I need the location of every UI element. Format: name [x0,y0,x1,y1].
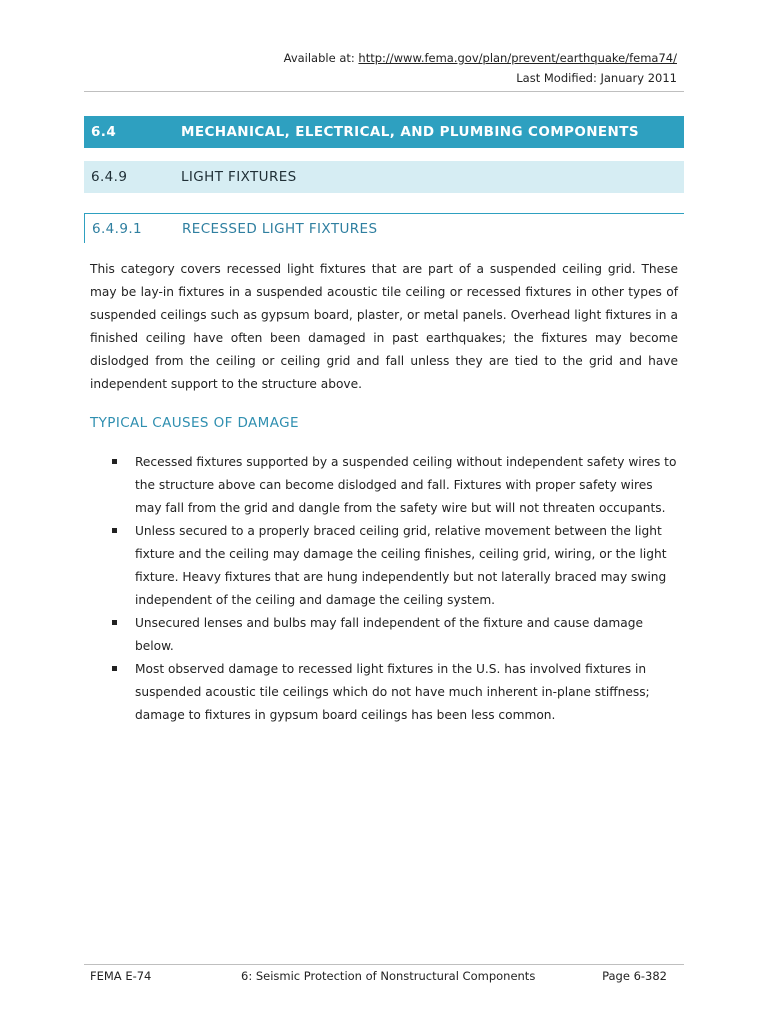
list-item [90,451,678,520]
subsection-number: 6.4.9 [91,169,128,185]
subsubsection-number: 6.4.9.1 [92,220,143,237]
list-item-text: Unless secured to a properly braced ceiling grid, relative movement between the light fixture and the ceiling may damage the ceiling finishes, ceiling grid, wiring, or the light fixture. Heavy fixtures that are hung independently but not laterally braced may swing independent of the ceiling and damage the ceiling system. [135,524,667,607]
last-modified-text: Last Modified: January 2011 [516,71,677,85]
section-heading-6-4 [84,116,684,148]
section-heading-6-4-9-1 [84,213,684,243]
damage-causes-heading: TYPICAL CAUSES OF DAMAGE [90,415,299,431]
footer-chapter-title: 6: Seismic Protection of Nonstructural Components [241,969,536,983]
section-number: 6.4 [91,124,117,140]
list-item [90,612,678,658]
subsubsection-title: RECESSED LIGHT FIXTURES [182,220,378,237]
bullet-icon [112,620,117,625]
section-heading-6-4-9 [84,161,684,193]
list-item-text: Recessed fixtures supported by a suspended ceiling without independent safety wires to the structure above can become dislodged and fall. Fixtures with proper safety wires may fall from the grid and dangle from the safety wire but will not threaten occupants. [135,455,677,515]
footer-page-number: Page 6-382 [602,969,667,983]
list-item [90,520,678,612]
header-available-at [284,51,677,65]
subsection-title: LIGHT FIXTURES [181,169,297,185]
list-item-text: Most observed damage to recessed light fixtures in the U.S. has involved fixtures in suspended acoustic tile ceilings which do not have much inherent in-plane stiffness; damage to fixtures in gypsum board ceilings has been less common. [135,662,650,722]
section-title: MECHANICAL, ELECTRICAL, AND PLUMBING COMPONENTS [181,124,639,140]
bullet-icon [112,666,117,671]
available-label: Available at: [283,51,359,65]
footer-document-id: FEMA E-74 [90,969,152,983]
damage-causes-list [90,451,678,727]
footer-divider [84,964,684,965]
list-item-text: Unsecured lenses and bulbs may fall independent of the fixture and cause damage below. [135,616,644,653]
bullet-icon [112,528,117,533]
intro-paragraph: This category covers recessed light fixtures that are part of a suspended ceiling grid. These may be lay-in fixtures in a suspended acoustic tile ceiling or recessed fixtures in other types of suspended ceilings such as gypsum board, plaster, or metal panels. Overhead light fixtures in a finished ceiling have often been damaged in past earthquakes; the fixtures may become dislodged from the ceiling or ceiling grid and fall unless they are tied to the grid and have independent support to the structure above. [90,262,678,391]
source-url-link[interactable]: http://www.fema.gov/plan/prevent/earthquake/fema74/ [358,51,677,65]
header-divider [84,91,684,92]
list-item [90,658,678,727]
bullet-icon [112,459,117,464]
